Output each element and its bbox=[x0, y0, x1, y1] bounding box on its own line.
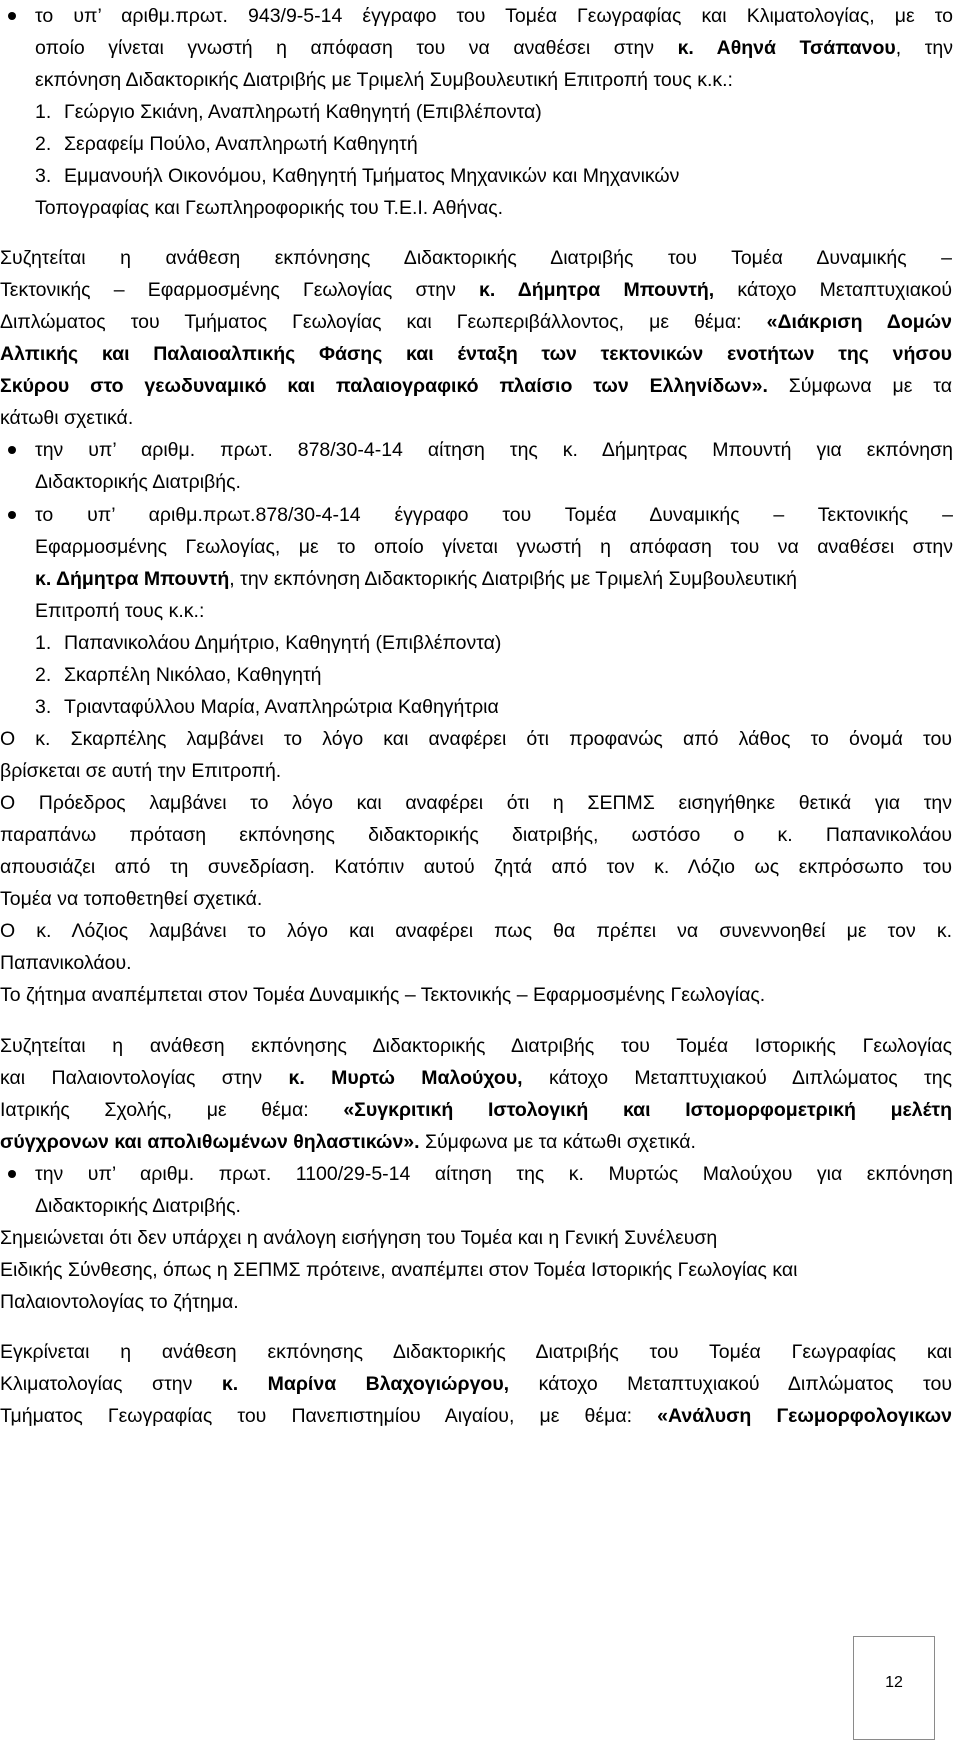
text-line: Τεκτονικής – Εφαρμοσμένης Γεωλογίας στην κ. Δήμητρα Μπουντή, κάτοχο Μεταπτυχιακού bbox=[0, 279, 952, 301]
bullet-icon bbox=[8, 12, 16, 20]
list-number: 2. bbox=[35, 133, 52, 155]
text-line: Σκύρου στο γεωδυναμικό και παλαιογραφικό πλαίσιο των Ελληνίδων». Σύμφωνα με τα bbox=[0, 375, 952, 397]
text-line: και Παλαιοντολογίας στην κ. Μυρτώ Μαλούχου, κάτοχο Μεταπτυχιακού Διπλώματος της bbox=[0, 1067, 952, 1089]
list-item: Σκαρπέλη Νικόλαο, Καθηγητή bbox=[64, 664, 322, 686]
text-line: Τμήματος Γεωγραφίας του Πανεπιστημίου Αιγαίου, με θέμα: «Ανάλυση Γεωμορφολογικων bbox=[0, 1405, 952, 1427]
text-line: βρίσκεται σε αυτή την Επιτροπή. bbox=[0, 760, 282, 782]
bullet-icon bbox=[8, 511, 16, 519]
text-line: κάτωθι σχετικά. bbox=[0, 407, 134, 429]
text-line: οποίο γίνεται γνωστή η απόφαση του να αναθέσει στην κ. Αθηνά Τσάπανου, την bbox=[35, 37, 953, 59]
text-line: Ειδικής Σύνθεσης, όπως η ΣΕΠΜΣ πρότεινε, αναπέμπει στον Τομέα Ιστορικής Γεωλογίας και bbox=[0, 1259, 798, 1281]
text-line: Εφαρμοσμένης Γεωλογίας, με το οποίο γίνεται γνωστή η απόφαση του να αναθέσει στην bbox=[35, 536, 953, 558]
text-line: εκπόνηση Διδακτορικής Διατριβής με Τριμελή Συμβουλευτική Επιτροπή τους κ.κ.: bbox=[35, 69, 733, 91]
list-number: 1. bbox=[35, 632, 52, 654]
bullet-icon bbox=[8, 1170, 16, 1178]
text-line: σύγχρονων και απολιθωμένων θηλαστικών». Σύμφωνα με τα κάτωθι σχετικά. bbox=[0, 1131, 696, 1153]
text-line: κ. Δήμητρα Μπουντή, την εκπόνηση Διδακτορικής Διατριβής με Τριμελή Συμβουλευτική bbox=[35, 568, 797, 590]
text-line: την υπ’ αριθμ. πρωτ. 1100/29-5-14 αίτηση της κ. Μυρτώς Μαλούχου για εκπόνηση bbox=[35, 1163, 953, 1185]
page-number: 12 bbox=[885, 1674, 903, 1691]
text-line: Ιατρικής Σχολής, με θέμα: «Συγκριτική Ιστολογική και Ιστομορφομετρική μελέτη bbox=[0, 1099, 953, 1121]
text-line: Το ζήτημα αναπέμπεται στον Τομέα Δυναμικής – Τεκτονικής – Εφαρμοσμένης Γεωλογίας. bbox=[0, 984, 766, 1006]
list-number: 1. bbox=[35, 101, 52, 123]
list-item: Τριανταφύλλου Μαρία, Αναπληρώτρια Καθηγήτρια bbox=[64, 696, 499, 718]
text-line: Επιτροπή τους κ.κ.: bbox=[35, 600, 205, 622]
text-line: Εγκρίνεται η ανάθεση εκπόνησης Διδακτορικής Διατριβής του Τομέα Γεωγραφίας και bbox=[0, 1341, 952, 1363]
text-line: Τοπογραφίας και Γεωπληροφορικής του Τ.Ε.Ι. Αθήνας. bbox=[35, 197, 504, 219]
text-line: Παλαιοντολογίας το ζήτημα. bbox=[0, 1291, 239, 1313]
list-item: Εμμανουήλ Οικονόμου, Καθηγητή Τμήματος Μηχανικών και Μηχανικών bbox=[64, 165, 680, 187]
text-line: το υπ’ αριθμ.πρωτ. 943/9-5-14 έγγραφο του Τομέα Γεωγραφίας και Κλιματολογίας, με το bbox=[35, 5, 953, 27]
text-line: απουσιάζει από τη συνεδρίαση. Κατόπιν αυτού ζητά από τον κ. Λόζιο ως εκπρόσωπο του bbox=[0, 856, 952, 878]
bullet-icon bbox=[8, 446, 16, 454]
text-line: Τομέα να τοποθετηθεί σχετικά. bbox=[0, 888, 263, 910]
text-line: παραπάνω πρόταση εκπόνησης διδακτορικής διατριβής, ωστόσο ο κ. Παπανικολάου bbox=[0, 824, 952, 846]
text-line: Διπλώματος του Τμήματος Γεωλογίας και Γεωπεριβάλλοντος, με θέμα: «Διάκριση Δομών bbox=[0, 311, 952, 333]
text-line: Κλιματολογίας στην κ. Μαρίνα Βλαχογιώργου, κάτοχο Μεταπτυχιακού Διπλώματος του bbox=[0, 1373, 952, 1395]
list-number: 3. bbox=[35, 696, 52, 718]
text-line: Ο Πρόεδρος λαμβάνει το λόγο και αναφέρει ότι η ΣΕΠΜΣ εισηγήθηκε θετικά για την bbox=[0, 792, 952, 814]
list-item: Παπανικολάου Δημήτριο, Καθηγητή (Επιβλέποντα) bbox=[64, 632, 502, 654]
text-line: Συζητείται η ανάθεση εκπόνησης Διδακτορικής Διατριβής του Τομέα Δυναμικής – bbox=[0, 247, 952, 269]
text-line: Σημειώνεται ότι δεν υπάρχει η ανάλογη εισήγηση του Τομέα και η Γενική Συνέλευση bbox=[0, 1227, 718, 1249]
list-number: 2. bbox=[35, 664, 52, 686]
text-line: Διδακτορικής Διατριβής. bbox=[35, 471, 241, 493]
text-line: Ο κ. Λόζιος λαμβάνει το λόγο και αναφέρει πως θα πρέπει να συνεννοηθεί με τον κ. bbox=[0, 920, 952, 942]
list-item: Σεραφείμ Πούλο, Αναπληρωτή Καθηγητή bbox=[64, 133, 418, 155]
text-line: Διδακτορικής Διατριβής. bbox=[35, 1195, 241, 1217]
list-item: Γεώργιο Σκιάνη, Αναπληρωτή Καθηγητή (Επιβλέποντα) bbox=[64, 101, 542, 123]
text-line: Παπανικολάου. bbox=[0, 952, 132, 974]
text-line: Αλπικής και Παλαιοαλπικής Φάσης και ένταξη των τεκτονικών ενοτήτων της νήσου bbox=[0, 343, 952, 365]
text-line: το υπ’ αριθμ.πρωτ.878/30-4-14 έγγραφο του Τομέα Δυναμικής – Τεκτονικής – bbox=[35, 504, 953, 526]
page-number-box bbox=[853, 1636, 935, 1740]
text-line: την υπ’ αριθμ. πρωτ. 878/30-4-14 αίτηση της κ. Δήμητρας Μπουντή για εκπόνηση bbox=[35, 439, 953, 461]
text-line: Συζητείται η ανάθεση εκπόνησης Διδακτορικής Διατριβής του Τομέα Ιστορικής Γεωλογίας bbox=[0, 1035, 952, 1057]
list-number: 3. bbox=[35, 165, 52, 187]
text-line: Ο κ. Σκαρπέλης λαμβάνει το λόγο και αναφέρει ότι προφανώς από λάθος το όνομά του bbox=[0, 728, 952, 750]
